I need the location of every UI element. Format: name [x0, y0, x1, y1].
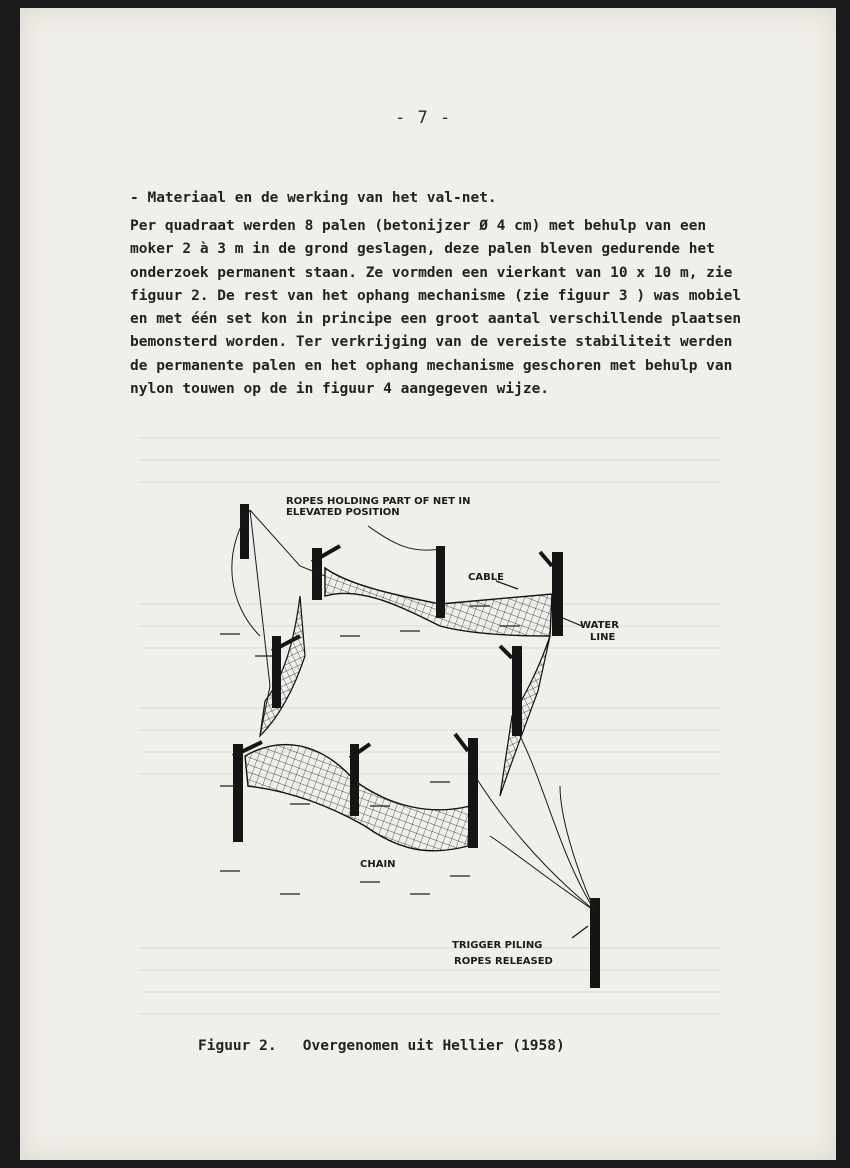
drop-net-figure [200, 486, 620, 991]
ropes [232, 510, 595, 911]
figure-label-ropes-released: ROPES RELEASED [454, 956, 553, 967]
caption-text: Overgenomen uit Hellier (1958) [302, 1038, 565, 1054]
paragraph-line: nylon touwen op de in figuur 4 aangegeven wijze. [130, 381, 550, 398]
caption-label: Figuur 2. [198, 1038, 277, 1054]
drop-net-illustration [200, 486, 620, 991]
figure-label-water-line-2: LINE [590, 632, 616, 643]
figure-label-chain: CHAIN [360, 859, 396, 870]
paragraph-line: en met één set kon in principe een groot aantal verschillende plaatsen [130, 311, 742, 328]
figure-label-water-line: WATER [580, 620, 619, 631]
figure-label-cable: CABLE [468, 572, 504, 583]
net-right [500, 636, 550, 796]
paragraph-line: moker 2 à 3 m in de grond geslagen, deze palen bleven gedurende het [130, 241, 715, 258]
net-left [260, 596, 305, 736]
page-number: - 7 - [395, 108, 452, 128]
paragraph-line: figuur 2. De rest van het ophang mechanisme (zie figuur 3 ) was mobiel [130, 287, 742, 304]
paragraph-line: bemonsterd worden. Ter verkrijging van de vereiste stabiliteit werden [130, 334, 733, 351]
figure-label-trigger-piling: TRIGGER PILING [452, 940, 543, 951]
section-heading: - Materiaal en de werking van het val-net. [130, 190, 497, 206]
document-page [20, 8, 836, 1160]
figure-label-elevated-position: ELEVATED POSITION [286, 507, 400, 518]
figure-label-ropes-holding: ROPES HOLDING PART OF NET IN [286, 496, 471, 507]
body-paragraph [130, 215, 770, 401]
paragraph-line: de permanente palen en het ophang mechanisme geschoren met behulp van [130, 357, 733, 374]
figure-caption [198, 1038, 565, 1054]
paragraph-line: Per quadraat werden 8 palen (betonijzer Ø 4 cm) met behulp van een [130, 218, 707, 234]
paragraph-line: onderzoek permanent staan. Ze vormden een vierkant van 10 x 10 m, zie [130, 264, 733, 281]
